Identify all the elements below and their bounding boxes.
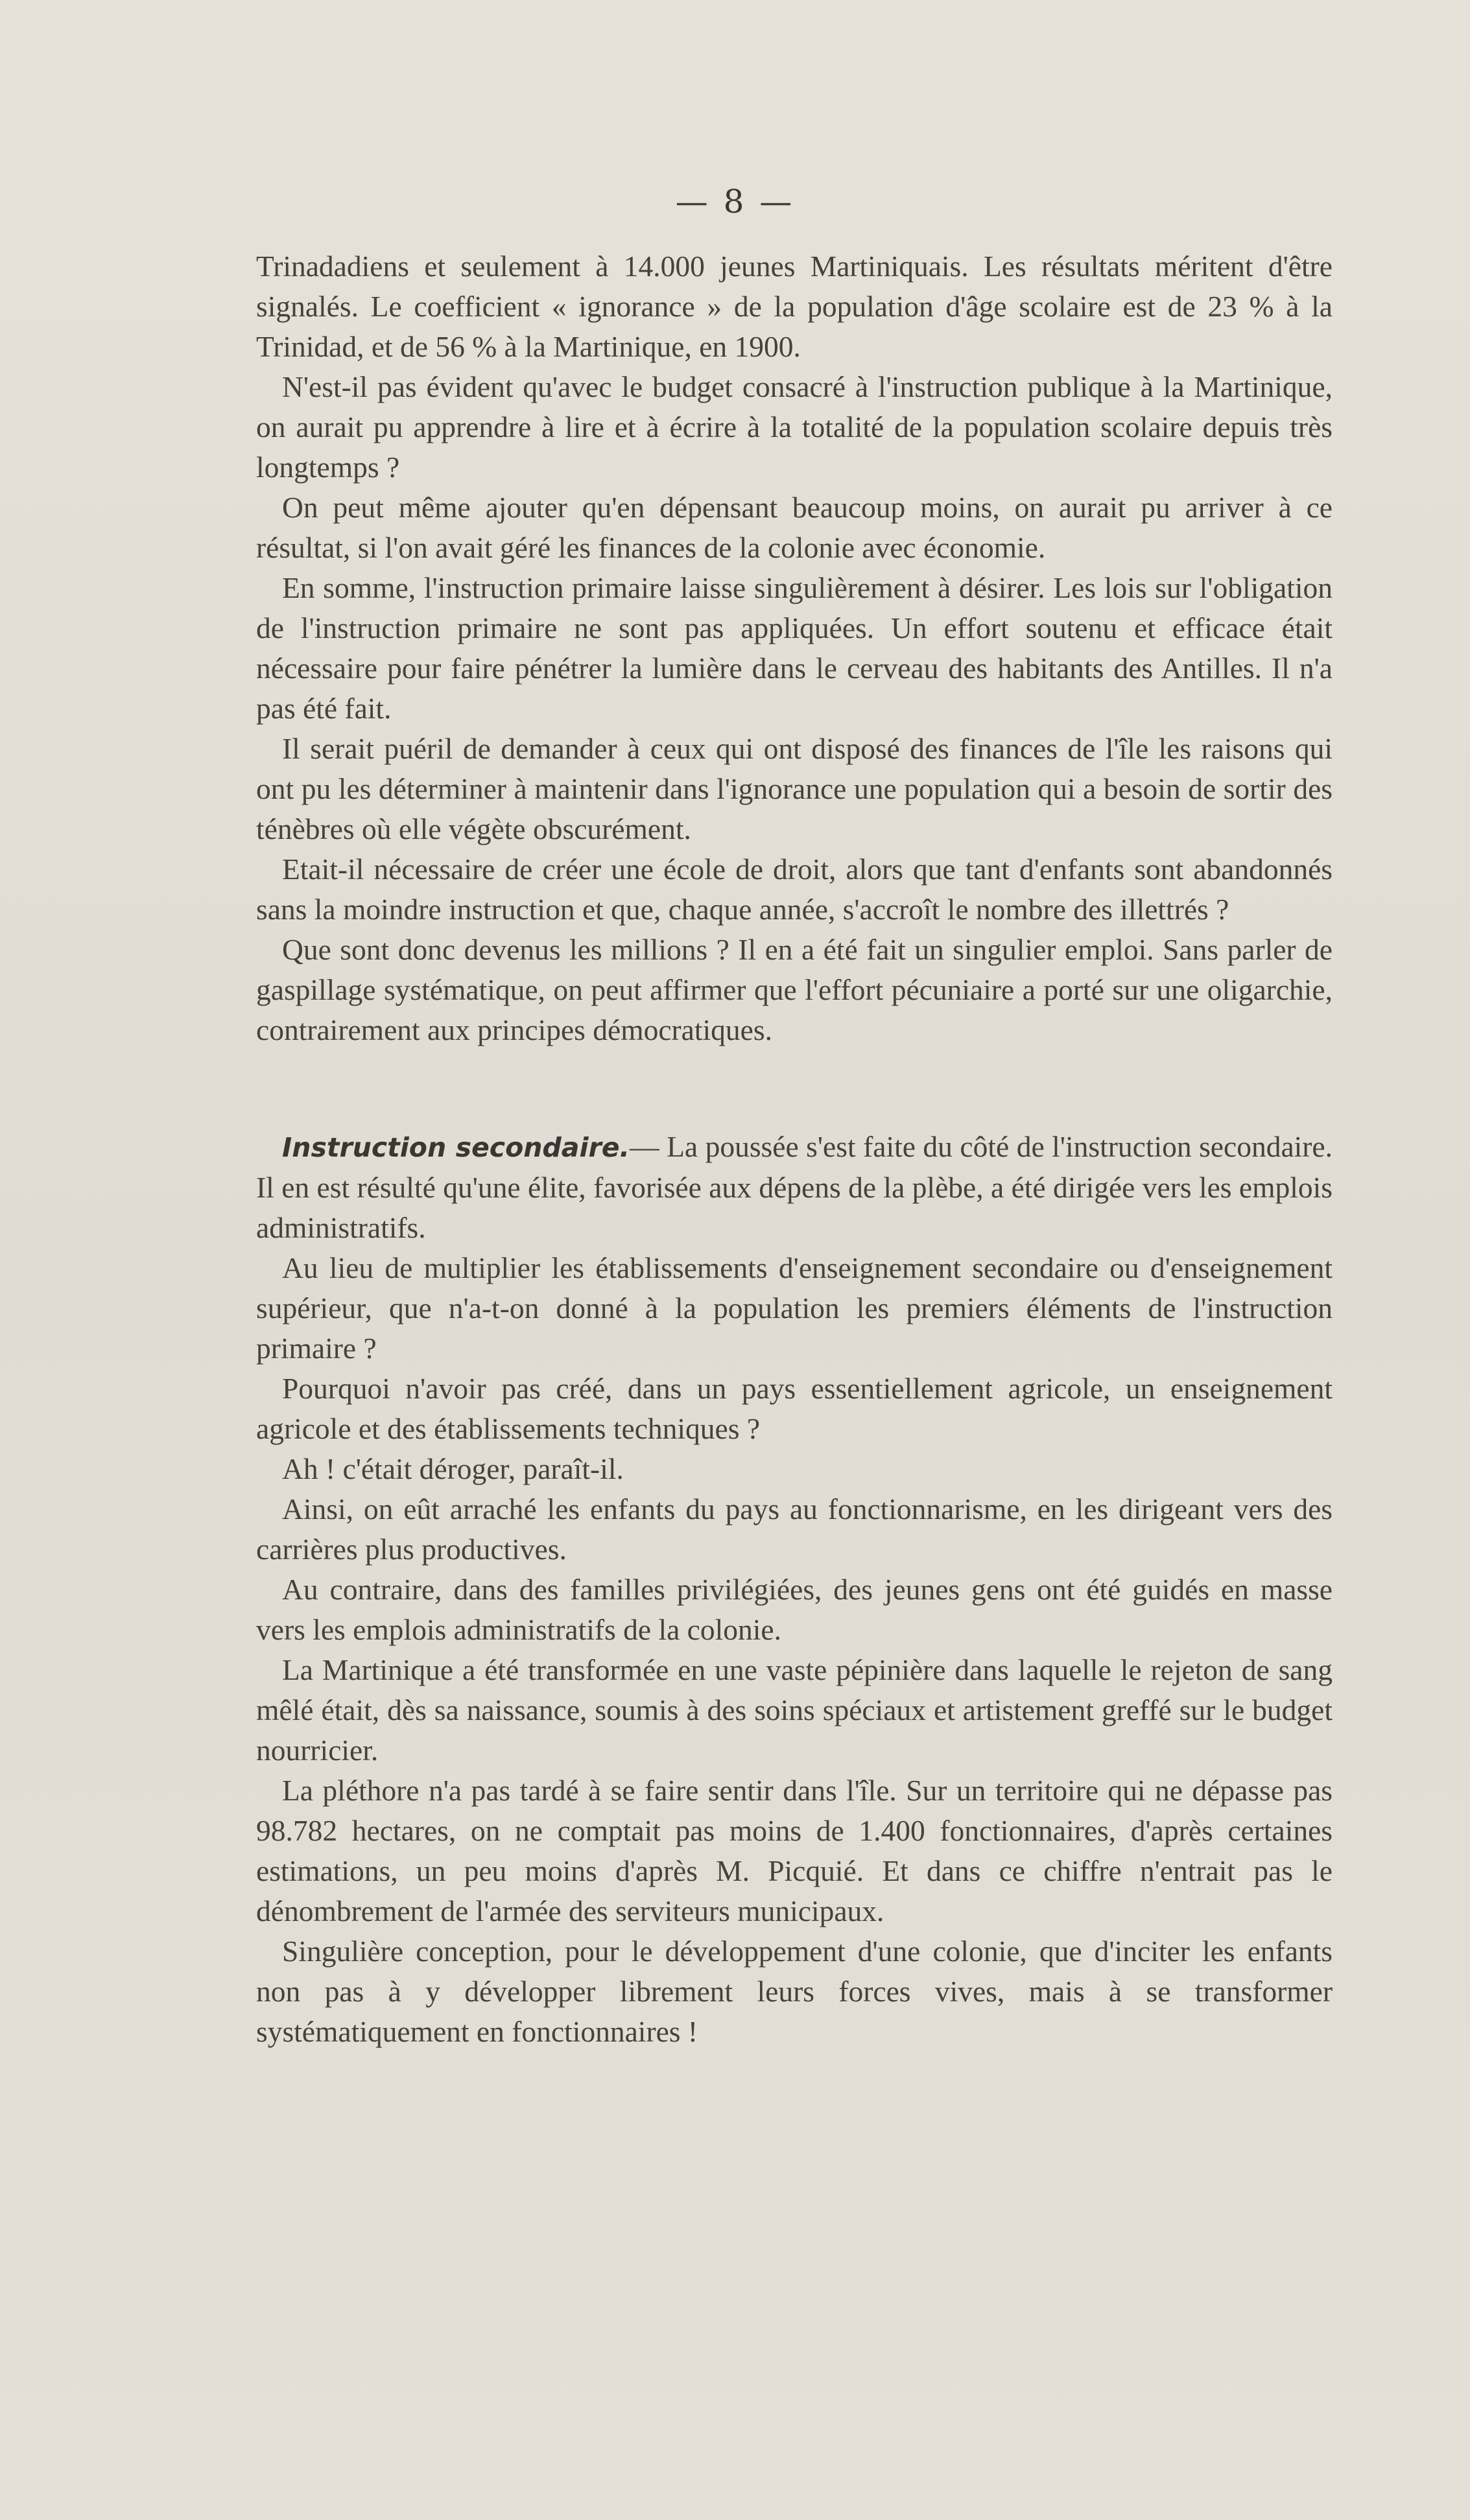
paragraph: Ainsi, on eût arraché les enfants du pays au fonctionnarisme, en les dirigeant vers des carrières plus productives.: [256, 1492, 1333, 1566]
paragraph: Etait-il nécessaire de créer une école de droit, alors que tant d'enfants sont abandonnés sans la moindre instruction et que, chaque année, s'accroît le nombre des illettrés ?: [256, 853, 1333, 926]
paragraph: Pourquoi n'avoir pas créé, dans un pays essentiellement agricole, un enseignement agricole et des établissements techniques ?: [256, 1372, 1333, 1445]
paragraph: Que sont donc devenus les millions ? Il en a été fait un singulier emploi. Sans parler de gaspillage systématique, on peut affirmer que l'effort pécuniaire a porté sur une oligarchie, contrairement aux principes démocratiques.: [256, 933, 1333, 1046]
paragraph: Au contraire, dans des familles privilégiées, des jeunes gens ont été guidés en masse vers les emplois administratifs de la colonie.: [256, 1573, 1333, 1646]
section-title: Instruction secondaire.: [282, 1132, 630, 1163]
paragraph: Au lieu de multiplier les établissements d'enseignement secondaire ou d'enseignement supérieur, que n'a-t-on donné à la population les premiers éléments de l'instruction primaire ?: [256, 1251, 1333, 1365]
paragraph: Trinadadiens et seulement à 14.000 jeunes Martiniquais. Les résultats méritent d'être signalés. Le coefficient « ignorance » de la population d'âge scolaire est de 23 % à la Trinidad, et de 56 % à la Martinique, en 1900.: [256, 250, 1333, 363]
section-spacer: [256, 1050, 1333, 1127]
section-intro-paragraph: [256, 1127, 1333, 1248]
paragraph: En somme, l'instruction primaire laisse singulièrement à désirer. Les lois sur l'obligation de l'instruction primaire ne sont pas appliquées. Un effort soutenu et efficace était nécessaire pour faire pénétrer la lumière dans le cerveau des habitants des Antilles. Il n'a pas été fait.: [256, 571, 1333, 725]
paragraph: N'est-il pas évident qu'avec le budget consacré à l'instruction publique à la Martinique, on aurait pu apprendre à lire et à écrire à la totalité de la population scolaire depuis très longtemps ?: [256, 370, 1333, 484]
paragraph: Ah ! c'était déroger, paraît-il.: [282, 1452, 624, 1485]
paragraph: La pléthore n'a pas tardé à se faire sentir dans l'île. Sur un territoire qui ne dépasse pas 98.782 hectares, on ne comptait pas moins de 1.400 fonctionnaires, d'après certaines estimations, un peu moins d'après M. Picquié. Et dans ce chiffre n'entrait pas le dénombrement de l'armée des serviteurs municipaux.: [256, 1774, 1333, 1927]
paragraph: La Martinique a été transformée en une vaste pépinière dans laquelle le rejeton de sang mêlé était, dès sa naissance, soumis à des soins spéciaux et artistement greffé sur le budget nourricier.: [256, 1653, 1333, 1767]
body-text: [256, 246, 1333, 2052]
section-intro-text: — La poussée s'est faite du côté de l'instruction secondaire. Il en est résulté qu'une élite, favorisée aux dépens de la plèbe, a été dirigée vers les emplois administratifs.: [256, 1130, 1333, 1244]
paragraph: Il serait puéril de demander à ceux qui ont disposé des finances de l'île les raisons qui ont pu les déterminer à maintenir dans l'ignorance une population qui a besoin de sortir des ténèbres où elle végète obscurément.: [256, 732, 1333, 845]
paragraph: On peut même ajouter qu'en dépensant beaucoup moins, on aurait pu arriver à ce résultat, si l'on avait géré les finances de la colonie avec économie.: [256, 491, 1333, 564]
paragraph: Singulière conception, pour le développement d'une colonie, que d'inciter les enfants non pas à y développer librement leurs forces vives, mais à se transformer systématiquement en fonctionnaires !: [256, 1935, 1333, 2048]
page-number: — 8 —: [675, 183, 795, 220]
